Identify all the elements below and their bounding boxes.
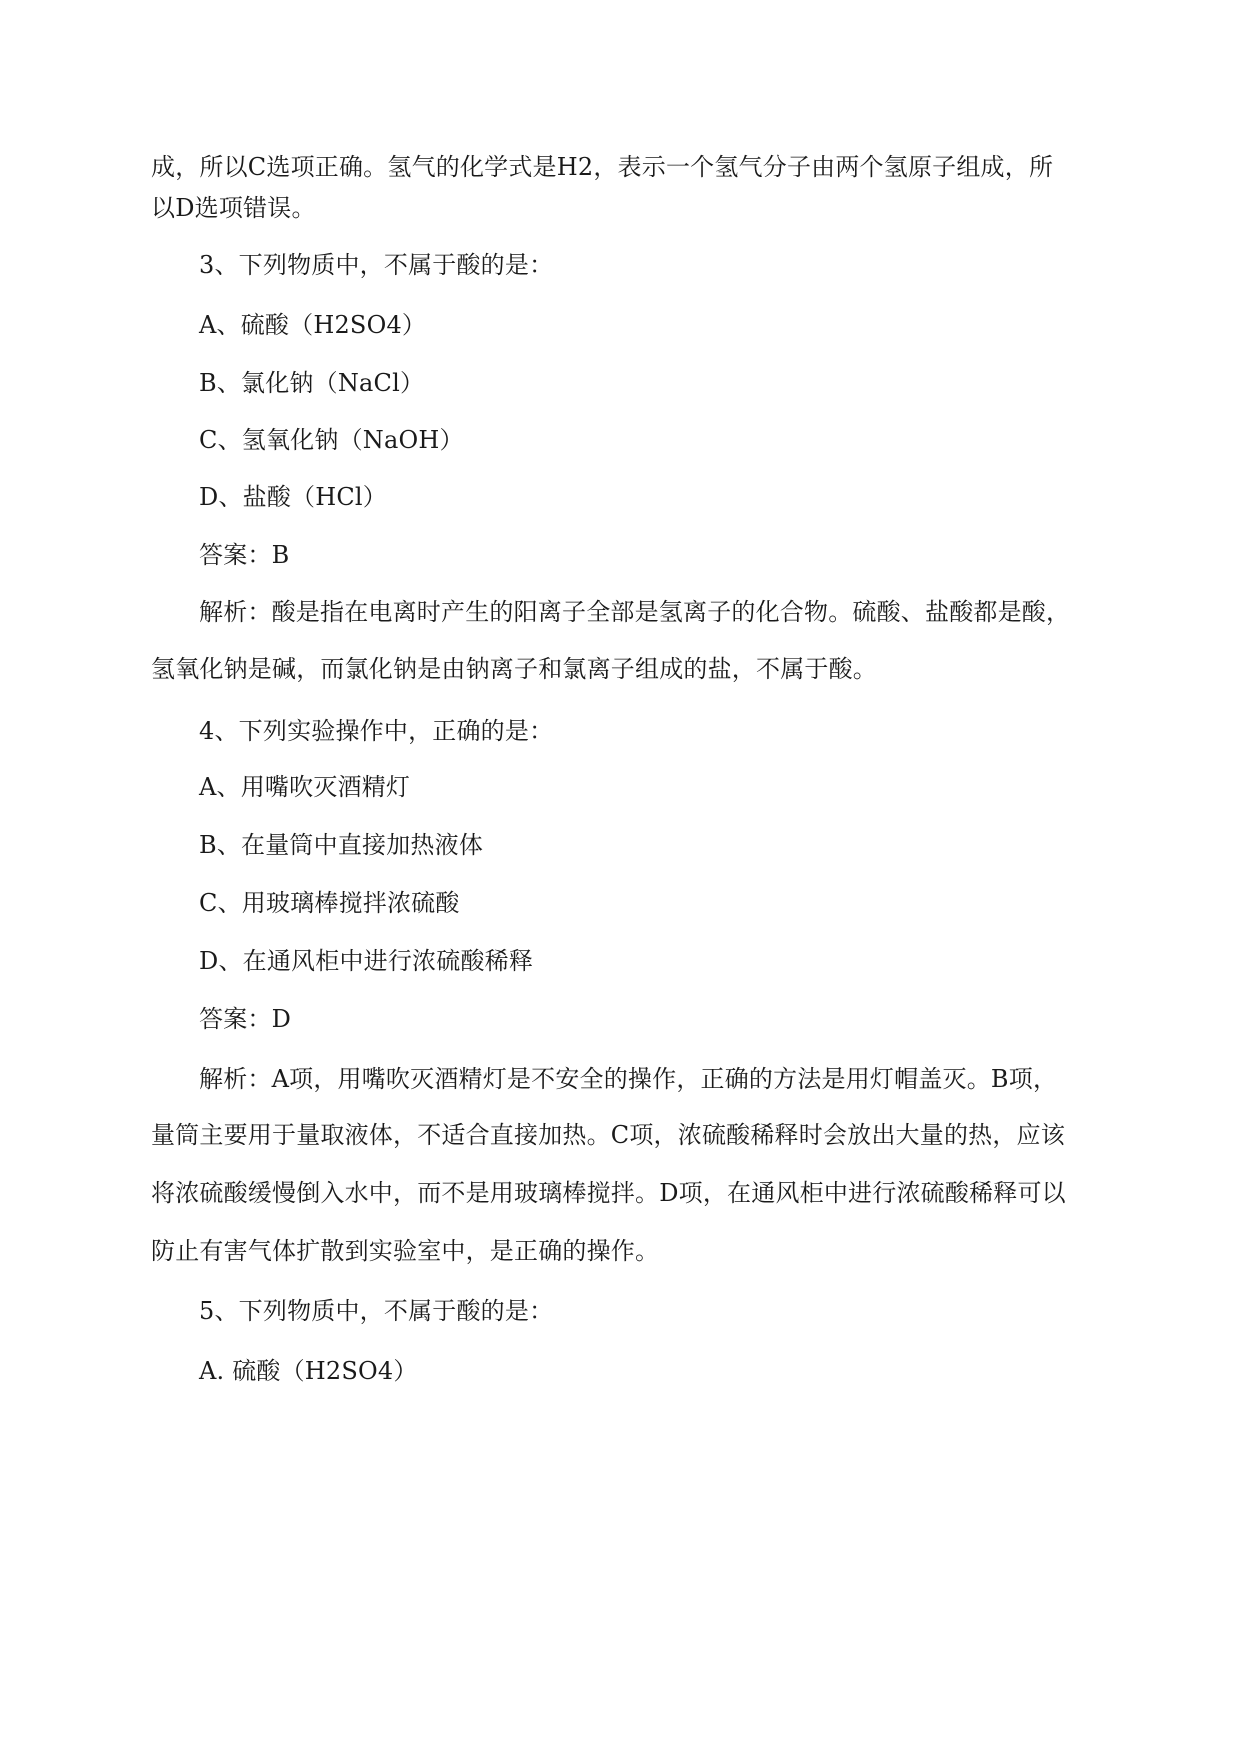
question-4-analysis-cont: 将浓硫酸缓慢倒入水中，而不是用玻璃棒搅拌。D项，在通风柜中进行浓硫酸稀释可以 (151, 1179, 1066, 1207)
question-3-option-c: C、氢氧化钠（NaOH） (199, 426, 464, 454)
paragraph-line: 以D选项错误。 (151, 194, 316, 222)
question-5-stem: 5、下列物质中，不属于酸的是： (199, 1297, 554, 1325)
question-4-option-c: C、用玻璃棒搅拌浓硫酸 (199, 889, 460, 917)
question-4-option-b: B、在量筒中直接加热液体 (199, 831, 484, 859)
question-3-answer: 答案：B (199, 541, 290, 569)
question-4-answer: 答案：D (199, 1005, 292, 1033)
question-3-option-b: B、氯化钠（NaCl） (199, 369, 425, 397)
paragraph-line: 成，所以C选项正确。氢气的化学式是H2，表示一个氢气分子由两个氢原子组成，所 (151, 153, 1054, 181)
question-4-analysis: 解析：A项，用嘴吹灭酒精灯是不安全的操作，正确的方法是用灯帽盖灭。B项， (199, 1065, 1058, 1093)
question-4-analysis-cont: 量筒主要用于量取液体，不适合直接加热。C项，浓硫酸稀释时会放出大量的热，应该 (151, 1121, 1065, 1149)
question-4-analysis-cont: 防止有害气体扩散到实验室中，是正确的操作。 (151, 1237, 660, 1265)
question-3-analysis: 解析：酸是指在电离时产生的阳离子全部是氢离子的化合物。硫酸、盐酸都是酸， (199, 598, 1071, 626)
question-4-option-a: A、用嘴吹灭酒精灯 (199, 773, 411, 801)
question-5-option-a: A. 硫酸（H2SO4） (199, 1357, 418, 1385)
question-3-analysis-cont: 氢氧化钠是碱，而氯化钠是由钠离子和氯离子组成的盐，不属于酸。 (151, 655, 877, 683)
question-3-stem: 3、下列物质中，不属于酸的是： (199, 251, 554, 279)
question-3-option-d: D、盐酸（HCl） (199, 483, 388, 511)
question-4-stem: 4、下列实验操作中，正确的是： (199, 717, 554, 745)
question-4-option-d: D、在通风柜中进行浓硫酸稀释 (199, 947, 534, 975)
question-3-option-a: A、硫酸（H2SO4） (199, 311, 427, 339)
